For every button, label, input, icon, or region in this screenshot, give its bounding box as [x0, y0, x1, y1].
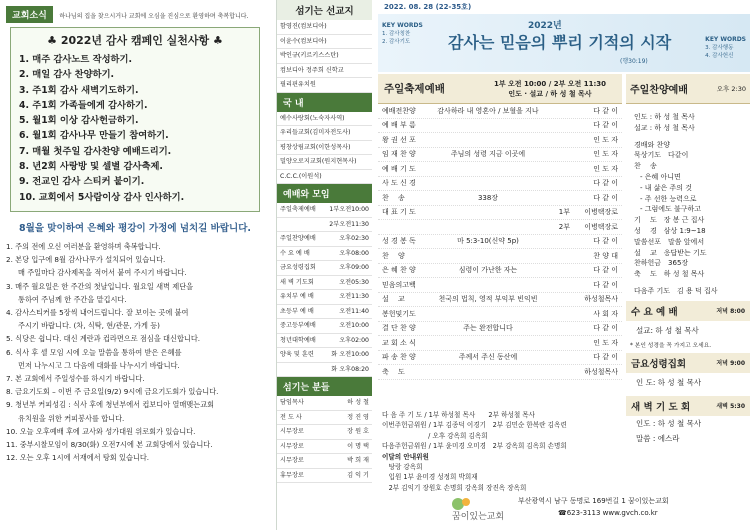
club-icon: ♣: [47, 34, 61, 47]
schedule-row: [277, 348, 372, 363]
notice-item: 3. 매주 월요일은 한 주간의 첫날입니다. 월요일 새벽 제단을: [6, 281, 194, 291]
praise-line: 인도 : 하 성 철 목사: [634, 113, 695, 121]
schedule-row-value: 오전10:00: [339, 322, 369, 329]
notice-item: 5. 식당은 쉽니다. 대신 계란과 컵라면으로 점심을 대신합니다.: [6, 334, 201, 344]
role-line: 탕랑 강옥희: [382, 463, 423, 472]
worship-schedule-title: 예배와 모임: [277, 184, 372, 203]
domestic-row-label: 예수사랑회(노숙자사역): [280, 114, 345, 122]
server-row-label: 휴무장로: [280, 471, 304, 479]
worship-order-row: [378, 336, 622, 351]
server-row-value: 장 원 호: [347, 428, 369, 435]
praise-line: 기 도 장 봉 근 집사: [634, 216, 705, 225]
theme-verse: (행30:19): [620, 58, 648, 65]
order-item: 찬 양: [382, 251, 405, 260]
notice-item: 주시기 바랍니다. (차, 식탁, 현/관문, 가게 등): [18, 321, 160, 331]
server-row-label: 전 도 사: [280, 413, 302, 421]
notice-item: 유치원을 위한 커피봉사를 합니다.: [18, 413, 125, 423]
schedule-row-value: 오후02:00: [339, 336, 369, 344]
order-leader: 인 도 자: [593, 338, 618, 347]
schedule-row-label: 수 요 예 배: [280, 249, 310, 257]
server-row: [277, 469, 372, 484]
campaign-item: 7. 매월 첫주일 감사찬양 예배드리기.: [19, 145, 172, 157]
order-leader: 사 회 자: [593, 309, 618, 318]
schedule-row-label: 초등부 예 배: [280, 307, 314, 315]
campaign-item: 6. 월1회 감사나무 만들기 참여하기.: [19, 130, 169, 142]
server-row: [277, 411, 372, 426]
order-item: 찬 송: [382, 193, 405, 202]
praise-time: 오후 2:30: [716, 85, 746, 93]
order-item: 믿음의고백: [382, 280, 416, 289]
order-item: 은 혜 찬 양: [382, 266, 416, 275]
campaign-item: 3. 주1회 감사 새벽기도하기.: [19, 84, 139, 96]
missionary-row: [277, 78, 372, 93]
role-line: 입원 1부 윤미경 성정희 박희재: [382, 473, 478, 482]
order-leader: 다 같 이: [593, 324, 618, 333]
server-row: [277, 440, 372, 455]
order-content: 주님의 성령 지금 이곳에: [450, 150, 526, 159]
order-content: 338장: [477, 193, 499, 202]
order-content: 천국의 법칙, 영적 부익부 빈익빈: [438, 295, 538, 304]
missionary-row: [277, 20, 372, 35]
praise-line: - 그럼에도 불구하고: [640, 205, 702, 214]
notice-item: 12. 오는 오후 1시에 서재에서 탕회 있습니다.: [6, 453, 150, 463]
dawn-word: 말씀 : 에스라: [636, 433, 680, 443]
campaign-item: 8. 년2회 사랑방 및 셀별 감사축제.: [19, 161, 163, 173]
sunday-worship-title: 주일축제예배: [384, 83, 445, 95]
praise-line: 설교 : 하 성 철 목사: [634, 123, 695, 132]
order-item: 사 도 신 경: [382, 179, 416, 188]
praise-line: - 은혜 아니면: [640, 172, 681, 181]
wednesday-preacher: 설교: 하 성 철 목사: [636, 325, 699, 335]
missionary-row-label: 함영진(컴보디아): [280, 23, 327, 30]
order-content: 주께서 주신 동산에: [458, 353, 518, 362]
schedule-row-label: 양육 및 훈련: [280, 351, 314, 358]
worship-order-row: [378, 351, 622, 366]
campaign-item: 10. 교회에서 5사람이상 감사 인사하기.: [19, 191, 185, 203]
campaign-list: [19, 52, 251, 205]
campaign-item: 1. 매주 감사노트 작성하기.: [19, 54, 133, 65]
worship-order-row: [378, 249, 622, 264]
order-leader: 하성철목사: [584, 295, 618, 304]
worship-order-row: [378, 177, 622, 192]
server-row: [277, 425, 372, 440]
wednesday-service: 수 요 예 배 저녁 8:00: [626, 301, 750, 321]
schedule-row: [277, 261, 372, 276]
worship-leader: 인도 · 설교 / 하 성 철 목사: [508, 89, 592, 98]
schedule-row-value: 1부오전10:00: [329, 206, 369, 213]
worship-order-row: [378, 293, 622, 308]
schedule-row-value: 오전05:30: [339, 278, 369, 286]
church-contact: ☎623-3113 www.gvch.co.kr: [558, 509, 658, 517]
schedule-row: [277, 232, 372, 247]
schedule-row: [277, 305, 372, 320]
schedule-row-label: 청년대학예배: [280, 336, 316, 344]
schedule-row: [277, 319, 372, 334]
server-row-label: 시무장로: [280, 428, 304, 435]
role-line: / 오후 강옥희 김옥희: [382, 431, 488, 440]
order-leader: 이병택장로: [584, 208, 618, 217]
praise-line: 찬 송: [634, 162, 657, 171]
praise-line: 경배와 찬양: [634, 140, 671, 149]
server-row-value: 정 진 영: [347, 413, 369, 421]
notice-item: 7. 본 교회에서 주일성수를 하시기 바랍니다.: [6, 374, 145, 383]
notice-list: [6, 240, 264, 464]
theme-year: 2022년: [528, 21, 562, 31]
domestic-row-label: 평창상림교회(이한성목사): [280, 143, 351, 151]
worship-order-row: [378, 133, 622, 148]
order-item: 결 단 찬 양: [382, 324, 416, 333]
order-item: 예 배 부 름: [382, 121, 416, 130]
schedule-row-value: 오전11:30: [339, 293, 369, 300]
order-leader: 이병택장로: [584, 222, 618, 231]
order-item: 성 경 봉 독: [382, 237, 416, 246]
order-item: 파 송 찬 양: [382, 353, 416, 362]
footer: [378, 490, 750, 530]
notice-item: 10. 오늘 오후예배 후에 교사와 성가대원 위로회가 있습니다.: [6, 426, 196, 436]
order-leader: 다 같 이: [593, 280, 618, 289]
keywords-right: KEY WORDS 3. 감사행동 4. 감사헌신: [705, 36, 746, 59]
order-leader: 다 같 이: [593, 106, 618, 115]
praise-title: 주일찬양예배: [630, 85, 688, 96]
schedule-row-label: 주일축제예배: [280, 206, 316, 213]
schedule-row: [277, 363, 372, 378]
schedule-row: [277, 290, 372, 305]
server-row-label: 시무장로: [280, 442, 304, 450]
domestic-row: [277, 170, 372, 185]
order-item: 봉헌및기도: [382, 309, 416, 318]
schedule-row-value: 화 오전10:00: [331, 351, 369, 358]
order-leader: 찬 양 대: [593, 251, 618, 260]
schedule-row-value: 오후08:00: [339, 249, 369, 257]
schedule-row: [277, 203, 372, 218]
announcements-panel: [0, 0, 270, 530]
worship-order-row: [378, 162, 622, 177]
order-leader: 다 같 이: [593, 266, 618, 275]
order-item: 대 표 기 도: [382, 208, 416, 217]
role-line: 이번주헌금위원 / 1부 김종덕 이경기 2부 김민순 한복란 김옥련: [382, 421, 567, 430]
order-content: 마 5:3-10(신약 5p): [457, 237, 519, 246]
keywords-left: KEY WORDS 1. 감사칭찬 2. 감사기도: [382, 22, 423, 45]
worship-order-row: [378, 191, 622, 206]
missionary-title: 섬기는 선교지: [277, 0, 372, 20]
order-leader: 다 같 이: [593, 121, 618, 130]
schedule-row: [277, 247, 372, 262]
schedule-row-value: 화 오후08:20: [331, 365, 369, 373]
schedule-row-label: 금요성령집회: [280, 264, 316, 271]
order-item: 예 배 기 도: [382, 164, 416, 173]
domestic-row: [277, 112, 372, 127]
svg-text:꿈이있는교회: 꿈이있는교회: [452, 512, 505, 522]
schedule-row-label: 주일찬양예배: [280, 235, 316, 242]
bulletin-main: [378, 0, 750, 530]
notice-item: 6. 식사 후 셀 모임 시에 오늘 말씀을 통하여 받은 은혜를: [6, 347, 182, 357]
server-row-value: 이 명 택: [347, 442, 369, 450]
ministry-panel: [276, 0, 372, 530]
worship-order-row: [378, 235, 622, 250]
praise-line: - 내 삶은 주의 것: [640, 183, 692, 192]
praise-order: [626, 104, 750, 297]
praise-line: 축 도 하 성 철 목사: [634, 270, 705, 279]
domestic-row: [277, 155, 372, 170]
schedule-row-label: 새 벽 기도회: [280, 278, 314, 286]
praise-line: 설 교 응답받는 기도: [634, 248, 707, 257]
missionary-row-label: 컴보디아 정주희 신학교: [280, 66, 344, 74]
schedule-row-label: 중고등부예배: [280, 322, 316, 329]
dawn-leader: 인도 : 하 성 철 목사: [636, 418, 702, 428]
welcome-note: 하나님의 집을 찾으시거나 교회에 오심을 진심으로 환영하며 축복합니다.: [59, 13, 249, 20]
order-leader: 다 같 이: [593, 353, 618, 362]
role-line: 다 음 주 기 도 / 1부 하성철 목사 2부 하성철 목사: [382, 411, 536, 419]
campaign-item: 9. 전교인 감사 스티커 붙이기.: [19, 176, 145, 188]
korea-title: 국 내: [277, 93, 372, 112]
missionary-row-label: 이윤수(컴보디아): [280, 37, 327, 45]
schedule-row: [277, 276, 372, 291]
notice-item: 11. 중부시찰모임이 8/30(화) 오전7시에 본 교회당에서 있습니다.: [6, 440, 213, 450]
praise-line: 성 경 삼상 1:9~18: [634, 226, 706, 235]
announcements-tag: 교회소식: [6, 6, 53, 23]
role-line: 다음주헌금위원 / 1부 윤미경 오미경 2부 강옥희 김옥희 손명희: [382, 442, 567, 451]
missionary-row-label: 박인규(키르키스스탄): [280, 52, 339, 59]
worship-order-row: [378, 307, 622, 322]
praise-worship: [626, 74, 750, 446]
domestic-row-label: 밀양오로지교회(원지현목사): [280, 158, 357, 165]
missionary-row: [277, 35, 372, 50]
notice-item: 통하여 주님께 한 주간을 맡깁시다.: [18, 294, 127, 304]
role-line: 2부 김익기 장원호 손명희 강옥희 장진옥 장옥희: [382, 483, 527, 492]
server-row-label: 담임목사: [280, 399, 304, 406]
worship-order-row: [378, 119, 622, 134]
domestic-row-label: C.C.C.(이원석): [280, 172, 322, 180]
worship-order-row: [378, 104, 622, 119]
server-row-value: 하 성 철: [347, 399, 369, 406]
order-leader: 하성철목사: [584, 367, 618, 376]
campaign-item: 4. 주1회 가족들에게 감사하기.: [19, 99, 148, 111]
praise-line: 묵상기도 다같이: [634, 151, 689, 160]
order-leader: 다 같 이: [593, 179, 618, 188]
schedule-row-value: 오후09:00: [339, 264, 369, 271]
worship-order-row: [378, 220, 622, 235]
notice-item: 4. 감사스티커를 5장씩 내어드립니다. 잘 보이는 곳에 붙여: [6, 307, 189, 317]
notice-item: 9. 청년부 커피성김 : 식사 후에 청년부에서 컵보디아 열매맺는교회: [6, 400, 215, 410]
campaign-item: 5. 월1회 이상 감사헌금하기.: [19, 115, 139, 127]
praise-line: 찬하헌금 365장: [634, 259, 689, 268]
notice-item: 1. 주의 전에 오신 여러분을 환영하며 축복합니다.: [6, 241, 161, 251]
worship-order-row: [378, 264, 622, 279]
order-item: 설 교: [382, 295, 405, 304]
order-leader: 다 같 이: [593, 193, 618, 202]
worship-times: 1부 오전 10:00 / 2부 오전 11:30: [493, 79, 607, 88]
schedule-row-value: 2부오전11:30: [329, 220, 369, 228]
server-row-value: 김 익 기: [347, 471, 369, 479]
sunday-worship: [378, 74, 622, 380]
server-row-label: 시무장로: [280, 457, 304, 464]
roles-list: [378, 410, 622, 493]
campaign-box: [10, 27, 260, 212]
issue-date: 2022. 08. 28 (22-35호): [378, 0, 750, 14]
worship-order-row: [378, 322, 622, 337]
notice-item: 8. 금요기도회 – 이번 주 금요일(9/2) 9시에 금요기도회가 있습니다.: [6, 387, 219, 397]
schedule-row: [277, 334, 372, 349]
schedule-row-label: 유치부 예 배: [280, 293, 314, 300]
order-item: 교 회 소 식: [382, 338, 416, 347]
order-content: 주는 완전합니다: [463, 324, 513, 333]
order-session: 1부: [558, 208, 570, 217]
church-address: 부산광역시 남구 동명로 169번길 1 꿈이있는교회: [518, 497, 669, 505]
order-content: 심령이 가난한 자는: [458, 266, 518, 275]
church-logo: [448, 494, 514, 522]
order-item: 왕 권 선 포: [382, 135, 416, 144]
club-icon: ♣: [209, 34, 223, 47]
domestic-row: [277, 126, 372, 141]
order-item: 예배전찬양: [382, 106, 416, 115]
praise-line: 말씀선포 말씀 앞에서: [634, 237, 705, 246]
order-leader: 인 도 자: [593, 135, 618, 144]
order-leader: 인 도 자: [593, 164, 618, 173]
role-line: 이달의 안내위원: [382, 452, 429, 461]
campaign-item: 2. 매일 감사 찬양하기.: [19, 69, 115, 81]
missionary-row: [277, 49, 372, 64]
theme-title: 감사는 믿음의 뿌리 기적의 시작: [448, 33, 672, 52]
schedule-row-value: 오후02:30: [339, 235, 369, 242]
server-row: [277, 454, 372, 469]
worship-order-row: [378, 365, 622, 380]
worship-order-row: [378, 278, 622, 293]
notice-item: 매 주일마다 감사제목을 적어서 붙여 주시기 바랍니다.: [18, 268, 187, 278]
schedule-row-value: 오전11:40: [339, 307, 369, 315]
order-item: 임 재 찬 양: [382, 150, 416, 159]
campaign-title: ♣ 2022년 감사 캠페인 실천사항 ♣: [47, 34, 223, 47]
notice-item: 먼저 나누시고 그 다음에 대화를 나누시기 바랍니다.: [18, 360, 180, 370]
worship-order-row: [378, 206, 622, 221]
order-leader: 다 같 이: [593, 237, 618, 246]
servers-title: 섬기는 분들: [277, 377, 372, 396]
missionary-row: [277, 64, 372, 79]
praise-line: - 주 선한 능력으로: [640, 194, 697, 203]
missionary-row-label: 필리핀유치원: [280, 81, 316, 88]
schedule-row: [277, 218, 372, 233]
friday-service: 금요성령집회 저녁 9:00: [626, 353, 750, 373]
dawn-prayer: 새 벽 기 도 회 새벽 5:30: [626, 396, 750, 416]
order-session: 2부: [558, 222, 570, 231]
theme-banner: [378, 14, 750, 72]
notice-title: 8월을 맞이하여 은혜와 평강이 가정에 넘치길 바랍니다.: [19, 222, 251, 234]
praise-line: 다음주 기도 김 용 덕 집사: [634, 286, 718, 295]
order-item: 축 도: [382, 367, 405, 376]
order-leader: 인 도 자: [593, 150, 618, 159]
order-content: 감사하라 내 영혼아 / 보혈을 지나: [437, 106, 539, 115]
worship-order-row: [378, 148, 622, 163]
wednesday-note: * 본인 성경을 꼭 가지고 오세요.: [630, 342, 712, 349]
friday-leader: 인 도: 하 성 철 목사: [636, 377, 702, 387]
server-row: [277, 396, 372, 411]
notice-item: 2. 본당 입구에 8월 감사나무가 설치되어 있습니다.: [6, 255, 166, 265]
domestic-row-label: 우리들교회(김미자전도사): [280, 129, 351, 136]
domestic-row: [277, 141, 372, 156]
server-row-value: 박 희 재: [347, 457, 369, 464]
